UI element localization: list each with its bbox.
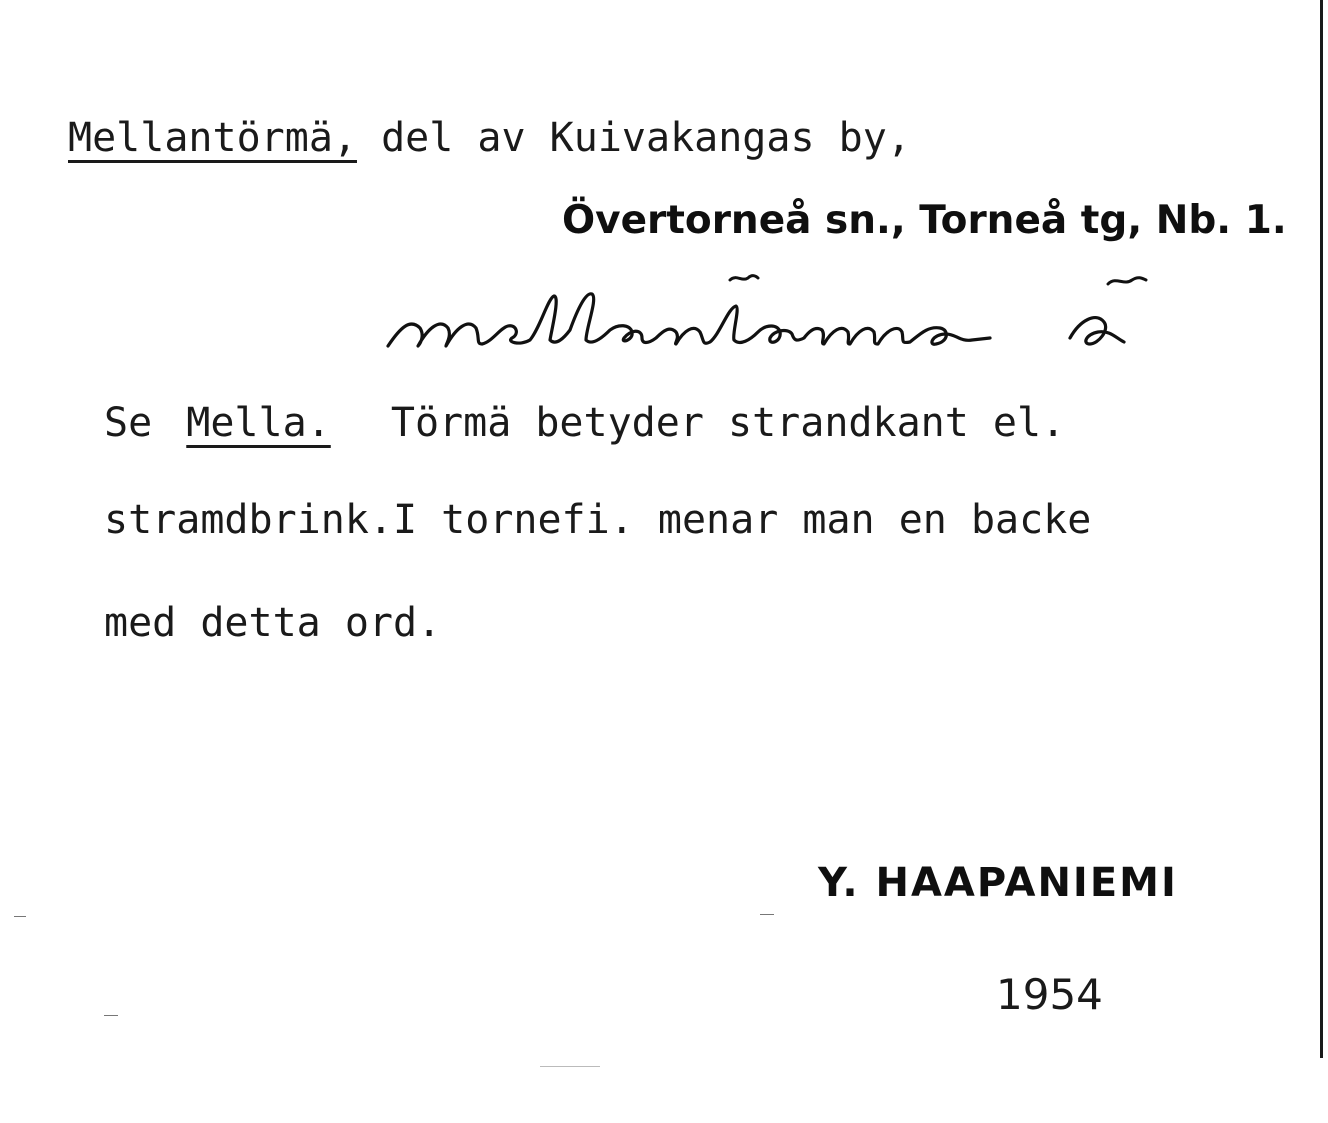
body-line-3: med detta ord. xyxy=(104,600,442,646)
body-line-2: stramdbrink.I tornefi. menar man en backe xyxy=(104,497,1092,543)
card-edge-line xyxy=(1320,0,1323,1058)
card-heading xyxy=(68,115,911,161)
body-line-1 xyxy=(104,400,1065,446)
scan-speck xyxy=(760,914,774,915)
year: 1954 xyxy=(996,970,1103,1019)
location-stamp: Övertorneå sn., Torneå tg, Nb. 1. xyxy=(562,198,1287,243)
heading-rest: del av Kuivakangas by, xyxy=(381,115,911,161)
scan-speck xyxy=(104,1015,118,1016)
cross-reference: Mella. xyxy=(186,400,331,446)
headword: Mellantörmä, xyxy=(68,115,357,161)
see-prefix: Se xyxy=(104,400,153,446)
scan-speck xyxy=(14,916,26,917)
body-line-1-rest: Törmä betyder strandkant el. xyxy=(390,400,1066,446)
author-stamp: Y. HAAPANIEMI xyxy=(818,860,1178,906)
handwritten-signature xyxy=(380,268,1160,368)
scan-speck xyxy=(540,1066,600,1067)
